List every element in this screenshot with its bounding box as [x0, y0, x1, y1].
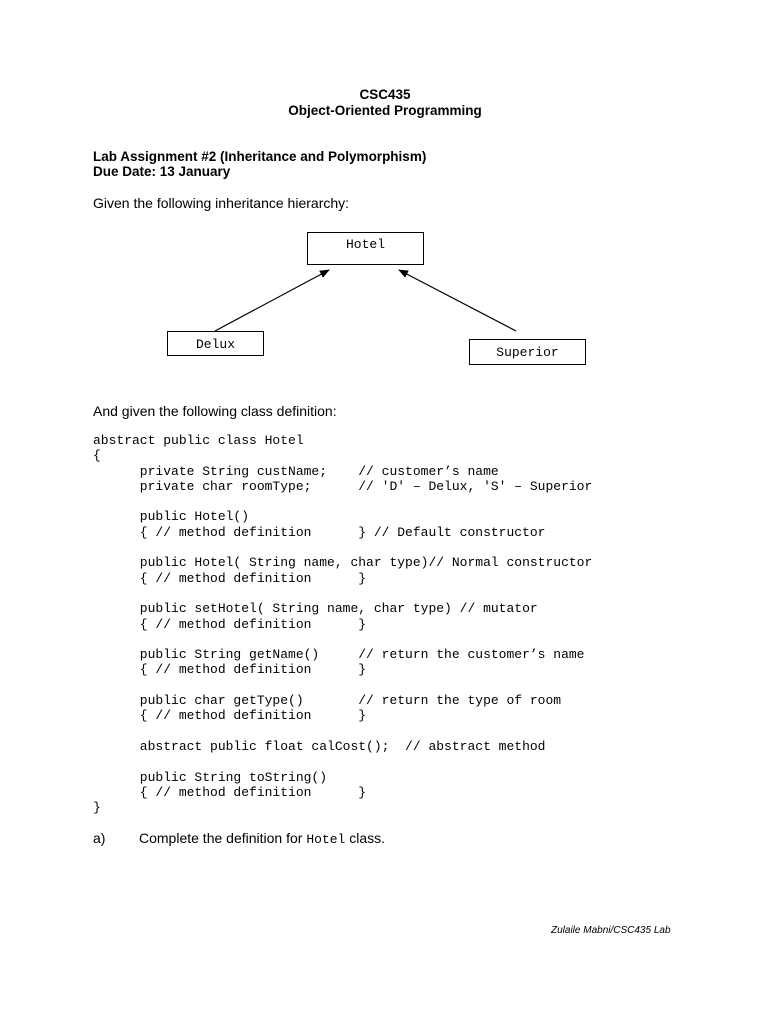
arrow-superior-to-hotel: [399, 270, 516, 331]
question-code-word: Hotel: [306, 832, 346, 847]
superior-class-label: Superior: [496, 345, 559, 360]
hotel-class-box: [307, 232, 424, 265]
code-line: { // method definition }: [93, 784, 367, 800]
delux-class-label: Delux: [195, 337, 235, 352]
due-date: Due Date: 13 January: [93, 164, 231, 179]
code-line: [93, 632, 592, 647]
code-line: public Hotel( String name, char type)// Normal constructor: [93, 555, 593, 571]
hotel-class-label: Hotel: [345, 237, 385, 252]
footer-credit: Zulaile Mabni/CSC435 Lab: [551, 925, 671, 936]
code-line: abstract public float calCost(); // abstract method: [93, 738, 546, 754]
question-text-start: Complete the definition for: [139, 830, 307, 846]
question-label: a): [93, 830, 106, 846]
code-line: [93, 540, 592, 555]
code-line: { // method definition }: [93, 662, 367, 678]
course-name: Object-Oriented Programming: [288, 103, 482, 118]
code-line: private char roomType; // 'D' – Delux, 'S' – Superior: [93, 478, 593, 494]
code-line: public String toString(): [93, 769, 328, 785]
assignment-title: Lab Assignment #2 (Inheritance and Polymorphism): [93, 149, 427, 164]
code-block: [93, 433, 592, 815]
code-line: [93, 754, 592, 769]
code-line: public Hotel(): [93, 509, 250, 525]
code-line: [93, 494, 592, 509]
superior-class-box: [469, 339, 586, 365]
question-text-end: class.: [345, 830, 386, 846]
code-line: [93, 678, 592, 693]
arrow-delux-to-hotel: [215, 270, 329, 331]
code-line: { // method definition }: [93, 708, 367, 724]
question-text: [139, 830, 385, 847]
delux-class-box: [167, 331, 264, 356]
code-line: }: [93, 800, 101, 816]
code-line: abstract public class Hotel: [93, 433, 304, 448]
code-line: {: [93, 448, 101, 464]
code-line: public char getType() // return the type of room: [93, 693, 562, 709]
class-intro-text: And given the following class definition:: [93, 403, 337, 419]
code-line: { // method definition } // Default constructor: [93, 524, 546, 540]
code-line: { // method definition }: [93, 570, 367, 586]
intro-text: Given the following inheritance hierarchy:: [93, 195, 350, 211]
code-line: public String getName() // return the customer’s name: [93, 647, 585, 663]
code-line: { // method definition }: [93, 616, 367, 632]
code-line: [93, 586, 592, 601]
code-line: [93, 724, 592, 739]
code-line: private String custName; // customer’s name: [93, 463, 499, 479]
course-code: CSC435: [359, 87, 411, 102]
inheritance-arrows: [0, 0, 768, 400]
code-line: public setHotel( String name, char type) // mutator: [93, 601, 538, 617]
